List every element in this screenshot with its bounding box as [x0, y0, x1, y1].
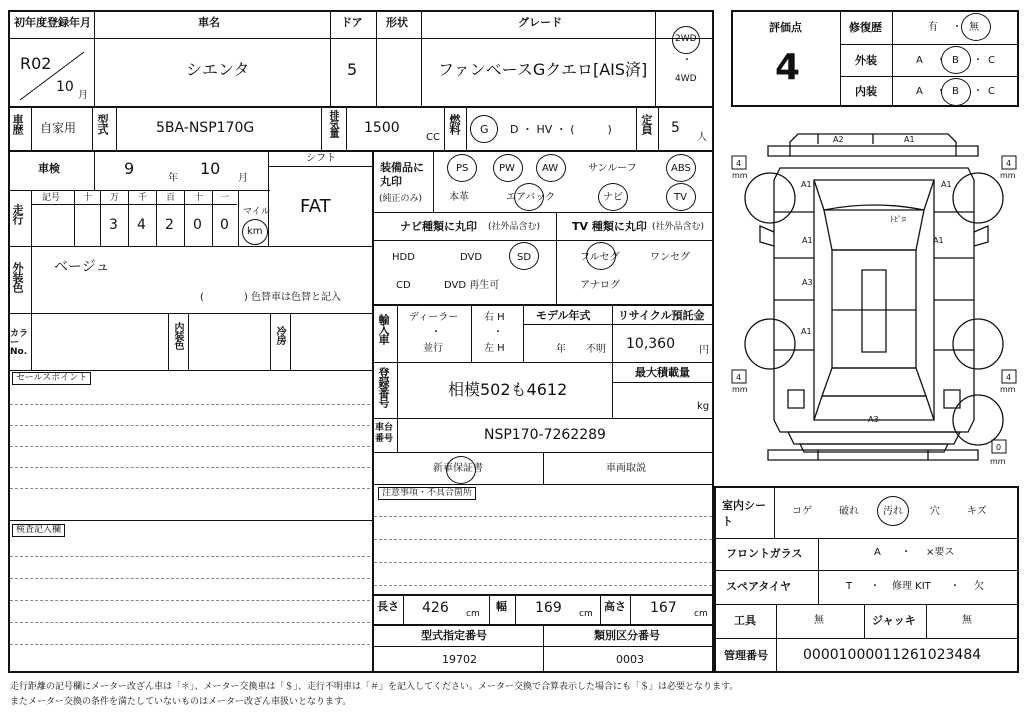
mark-fl-a1: A1 [801, 180, 812, 189]
equip-abs: ABS [671, 163, 691, 174]
shift-label: シフト [306, 153, 336, 164]
spare-t: T [846, 581, 853, 592]
mark-fr-a1: A1 [941, 180, 952, 189]
digit-head-5: 一 [220, 193, 230, 203]
drive-4wd: 4WD [675, 74, 697, 84]
tire-rr: 4 [1006, 373, 1012, 382]
mark-rl-a1: A1 [801, 327, 812, 336]
tire-fr: 4 [1006, 159, 1012, 168]
ac-label: 冷房 [274, 326, 285, 344]
width-label: 幅 [496, 600, 507, 613]
cc-unit: CC [426, 132, 440, 143]
mgmt-label: 管理番号 [724, 649, 768, 662]
equip-airbag: エアバック [506, 192, 556, 203]
capacity-value: 5 [671, 120, 680, 136]
equip-navi: ナビ [603, 192, 623, 203]
color-change-note: ( ) 色替車は色替と記入 [200, 292, 341, 303]
manual-label: 車両取説 [606, 463, 646, 474]
length-label: 長さ [377, 600, 399, 613]
exterior-color-label: 外装色 [11, 262, 24, 292]
int-dot2: ・ [973, 86, 983, 97]
tools-label: 工具 [734, 614, 756, 627]
seat-scratch: キズ [967, 506, 987, 517]
exterior-color-value: ベージュ [54, 259, 110, 275]
capacity-label: 定員 [640, 114, 653, 134]
mileage-label: 走行 [11, 204, 24, 224]
navi-dvd-play: DVD 再生可 [444, 280, 500, 291]
km-label: km [247, 226, 263, 237]
inspection-label: 車検 [38, 162, 60, 175]
fuel-options: D ・ HV ・ ( ) [510, 123, 612, 136]
navi-dvd: DVD [460, 252, 483, 263]
height-label: 高さ [604, 600, 626, 613]
person-unit: 人 [697, 132, 707, 143]
digit-head-2: 千 [138, 193, 148, 203]
equip-aw: AW [542, 163, 559, 174]
car-damage-diagram [728, 120, 1020, 480]
length-value: 426 [422, 600, 449, 616]
score-value: 4 [775, 47, 801, 88]
tv-type-label: TV 種類に丸印 [572, 220, 647, 233]
repair-dot: ・ [952, 22, 962, 33]
width-unit: cm [579, 609, 593, 619]
chassis-value: NSP170-7262289 [484, 427, 606, 443]
tools-value: 無 [814, 615, 824, 626]
windshield-dot: ・ [901, 547, 911, 558]
repair-no: 無 [969, 22, 979, 33]
exterior-grade-label: 外装 [855, 54, 877, 67]
registration-label: 登録番号 [377, 367, 390, 407]
footer-line2: またメーター交換の条件を満たしていないものはメーター改ざん車扱いとなります。 [10, 697, 352, 707]
width-value: 169 [535, 600, 562, 616]
fuel-label: 燃料 [448, 114, 461, 134]
digit-head-0: 十 [83, 193, 93, 203]
mark-roof-a2: A2 [833, 135, 844, 144]
windshield-label: フロントガラス [726, 547, 803, 560]
ext-dot1: ・ [936, 55, 946, 66]
repair-yes: 有 [928, 22, 938, 33]
length-unit: cm [466, 609, 480, 619]
tv-fullseg: フルセグ [580, 252, 620, 263]
car-name-label: 車名 [198, 16, 220, 29]
handle-dot: ・ [493, 327, 503, 338]
spare-dot1: ・ [870, 581, 880, 592]
fuel-g: G [480, 123, 489, 136]
history-label: 車歴 [11, 114, 24, 134]
mileage-digit: 2 [165, 217, 174, 233]
jack-value: 無 [962, 615, 972, 626]
navi-type-label: ナビ種類に丸印 [400, 220, 477, 233]
color-no-label: カラー No. [10, 329, 29, 357]
recycle-value: 10,360 [626, 336, 675, 352]
mileage-digit: 0 [193, 217, 202, 233]
model-label: 型式 [96, 114, 109, 134]
mark-hood: ﾄﾋﾟﾛ [890, 215, 906, 224]
import-dot: ・ [431, 327, 441, 338]
spare-missing: 欠 [974, 581, 984, 592]
repair-label: 修復歴 [849, 21, 882, 34]
digit-head-4: 十 [194, 193, 204, 203]
drive-2wd: 2WD [675, 34, 697, 44]
first-reg-label: 初年度登録年月 [14, 16, 91, 29]
tire-fr-mm: mm [1000, 171, 1016, 180]
right-h: 右 H [484, 312, 505, 323]
mgmt-value: 00001000011261023484 [803, 647, 982, 663]
digit-head-1: 万 [110, 193, 120, 203]
tire-rl-mm: mm [732, 385, 748, 394]
inspection-year-unit: 年 [168, 173, 178, 184]
recycle-yen: 円 [699, 345, 709, 356]
footer-line1: 走行距離の記号欄にメーター改ざん車は「＊」、メーター交換車は「＄」、走行不明車は「＃」を記入してください。メーター交換で合算表示した場合にも「＄」は必要となります。 [10, 682, 739, 692]
ext-b: B [952, 55, 959, 66]
shift-value: FAT [300, 196, 331, 217]
chassis-label: 車台番号 [375, 423, 394, 444]
model-spec-value: 19702 [442, 653, 477, 666]
jack-label: ジャッキ [872, 614, 916, 627]
equip-ps: PS [456, 163, 469, 174]
ext-dot2: ・ [973, 55, 983, 66]
int-c: C [988, 86, 995, 97]
shape-label: 形状 [386, 16, 408, 29]
equipment-sub: (純正のみ) [379, 194, 423, 204]
class-value: 0003 [616, 653, 644, 666]
grade-label: グレード [518, 16, 562, 29]
import-label: 輸入車 [377, 314, 390, 344]
model-year-unit: 年 [556, 344, 566, 355]
drive-sep: ・ [682, 55, 692, 66]
mileage-sym-label: 記号 [42, 193, 61, 203]
tv-type-sub: (社外品含む) [652, 222, 705, 232]
spare-label: スペアタイヤ [726, 580, 792, 593]
equipment-label: 装備品に丸印 [380, 161, 424, 188]
model-value: 5BA-NSP170G [156, 120, 255, 136]
tv-oneseg: ワンセグ [650, 252, 690, 263]
reg-month: 10 [56, 79, 74, 95]
door-count: 5 [347, 60, 358, 79]
int-b: B [952, 86, 959, 97]
spare-kit: 修理 KIT [892, 581, 931, 592]
ext-a: A [916, 55, 923, 66]
ext-c: C [988, 55, 995, 66]
height-unit: cm [694, 609, 708, 619]
max-load-kg: kg [697, 401, 710, 412]
spare-dot2: ・ [950, 581, 960, 592]
navi-hdd: HDD [392, 252, 415, 263]
sales-point-tag: セールスポイント [12, 372, 91, 385]
seat-dirt: 汚れ [883, 506, 903, 517]
model-spec-label: 型式指定番号 [421, 629, 487, 642]
reg-month-unit: 月 [78, 90, 88, 101]
height-value: 167 [650, 600, 677, 616]
inspection-month: 10 [200, 159, 221, 178]
mark-l-a3: A3 [802, 278, 813, 287]
interior-grade-label: 内装 [855, 85, 877, 98]
car-name: シエンタ [186, 60, 250, 79]
model-year-label: モデル年式 [536, 309, 591, 322]
equip-pw: PW [499, 163, 515, 174]
import-parallel: 並行 [423, 343, 443, 354]
mark-rear-a3: A3 [868, 415, 879, 424]
warranty-label: 新車保証書 [433, 463, 483, 474]
int-dot1: ・ [936, 86, 946, 97]
equip-leather: 本革 [449, 192, 469, 203]
main-sheet-frame [8, 10, 714, 673]
inspection-year: 9 [124, 159, 135, 178]
navi-sd: SD [517, 252, 532, 263]
interior-color-label: 内装色 [172, 322, 183, 349]
seat-tear: 破れ [839, 506, 859, 517]
mileage-digit: 4 [137, 217, 146, 233]
tv-analog: アナログ [580, 280, 620, 291]
tire-fl: 4 [736, 159, 742, 168]
notes-tag: 注意事項・不具合箇所 [378, 487, 476, 500]
score-label: 評価点 [769, 21, 802, 34]
door-label: ドア [341, 16, 363, 29]
equip-sunroof: サンルーフ [588, 163, 637, 174]
recycle-label: リサイクル預託金 [618, 309, 705, 322]
navi-cd: CD [396, 280, 411, 291]
era-year: R02 [20, 54, 52, 73]
displacement-value: 1500 [364, 120, 400, 136]
windshield-replace: ×要ス [926, 547, 955, 558]
seat-hole: 穴 [930, 506, 940, 517]
displacement-label: 排気量 [327, 110, 338, 137]
history-value: 自家用 [40, 121, 77, 135]
navi-type-sub: (社外品含む) [488, 222, 541, 232]
mark-l-a1: A1 [802, 236, 813, 245]
class-label: 類別区分番号 [594, 629, 660, 642]
tire-spare-mm: mm [990, 457, 1006, 466]
seat-label: 室内シート [722, 499, 766, 528]
mileage-digit: 0 [220, 217, 229, 233]
tire-spare: 0 [996, 443, 1002, 452]
tire-rl: 4 [736, 373, 742, 382]
registration-value: 相模502も4612 [448, 380, 568, 399]
mark-roof-a1: A1 [904, 135, 915, 144]
inspector-notes-tag: 検査記入欄 [12, 524, 65, 537]
mileage-digit: 3 [109, 217, 118, 233]
mark-r-a1: A1 [933, 236, 944, 245]
digit-head-3: 百 [166, 193, 176, 203]
left-h: 左 H [484, 343, 505, 354]
seat-burn: コゲ [792, 506, 812, 517]
windshield-a: A [874, 547, 881, 558]
mile-label: マイル [243, 207, 270, 217]
int-a: A [916, 86, 923, 97]
tire-fl-mm: mm [732, 171, 748, 180]
equip-tv: TV [674, 192, 687, 203]
tire-rr-mm: mm [1000, 385, 1016, 394]
inspection-month-unit: 月 [238, 173, 248, 184]
model-year-unknown: 不明 [586, 344, 606, 355]
grade-value: ファンベースGクエロ[AIS済] [438, 60, 648, 79]
max-load-label: 最大積載量 [635, 366, 690, 379]
import-dealer: ディーラー [409, 312, 459, 323]
